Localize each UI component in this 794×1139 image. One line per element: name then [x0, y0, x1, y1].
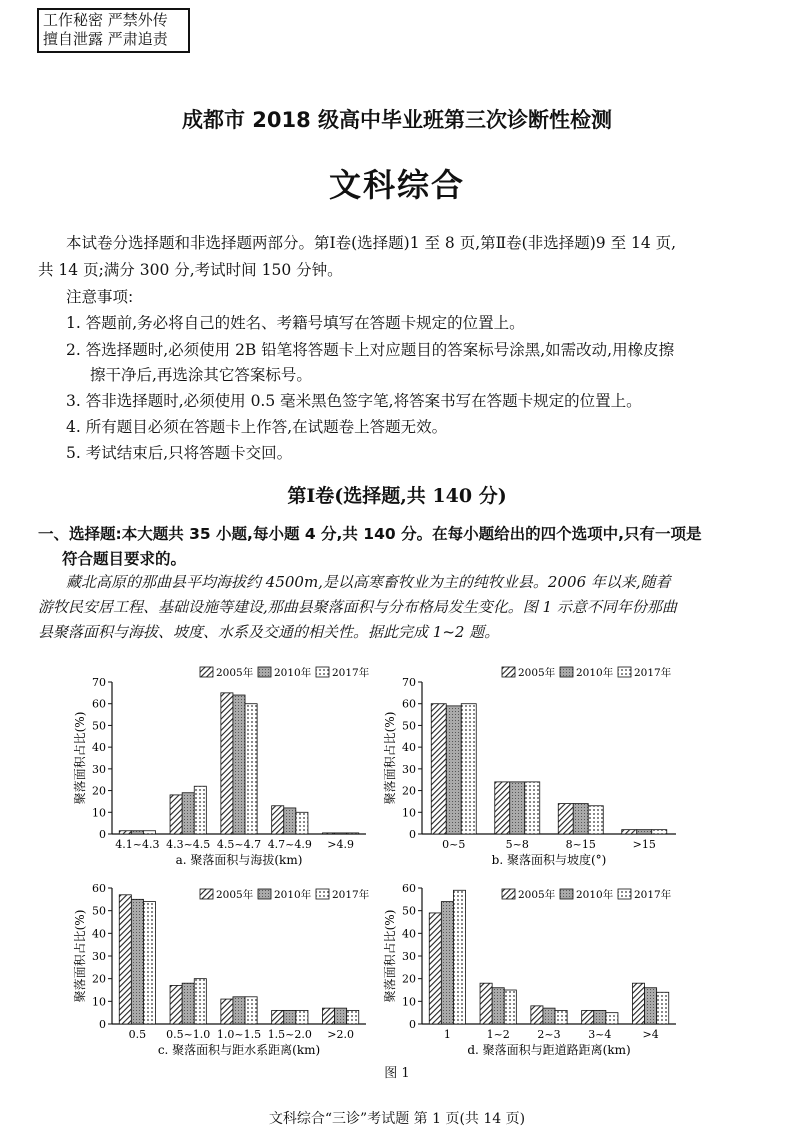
note-item: 2. 答选择题时,必须使用 2B 铅笔将答题卡上对应题目的答案标号涂黑,如需改动,用橡皮擦	[66, 341, 675, 359]
bar	[296, 1010, 308, 1024]
y-tick-label: 20	[402, 972, 416, 986]
y-tick-label: 30	[92, 950, 106, 963]
y-axis-label: 聚落面积占比(%)	[73, 711, 87, 805]
bar	[284, 808, 296, 834]
bar	[492, 988, 504, 1024]
chart-b	[380, 660, 690, 872]
bar	[504, 990, 516, 1024]
bar	[182, 793, 194, 834]
page-footer: 文科综合“三诊”考试题 第 1 页(共 14 页)	[268, 1111, 526, 1127]
bar	[322, 833, 334, 834]
y-tick-label: 30	[92, 762, 106, 776]
intro-line-2: 共 14 页;满分 300 分,考试时间 150 分钟。	[38, 261, 343, 279]
x-tick-label: 0.5	[128, 1028, 147, 1041]
legend-swatch	[316, 889, 329, 899]
y-tick-label: 10	[92, 806, 106, 820]
y-tick-label: 40	[92, 741, 106, 755]
figure-label: 图 1	[384, 1066, 410, 1081]
y-tick-label: 40	[402, 741, 416, 755]
bar	[588, 806, 603, 834]
bar	[143, 831, 155, 834]
x-tick-label: 0.5~1.0	[166, 1028, 211, 1041]
x-tick-label: 1	[443, 1028, 451, 1041]
bar	[284, 1010, 296, 1024]
y-tick-label: 30	[402, 950, 416, 963]
bar	[441, 902, 453, 1024]
question-line-2: 符合题目要求的。	[62, 550, 187, 568]
bar	[632, 983, 644, 1024]
legend-swatch	[258, 667, 271, 677]
bar	[525, 782, 540, 834]
y-tick-label: 60	[402, 697, 416, 711]
y-tick-label: 10	[402, 995, 416, 1009]
y-tick-label: 20	[92, 784, 106, 798]
y-tick-label: 60	[92, 697, 106, 711]
material-line-3: 县聚落面积与海拔、坡度、水系及交通的相关性。据此完成 1~2 题。	[38, 623, 500, 641]
legend-label: 2010年	[576, 667, 614, 679]
chart-c	[70, 866, 380, 1062]
material-line-2: 游牧民安居工程、基础设施等建设,那曲县聚落面积与分布格局发生变化。图 1 示意不同年份那曲	[38, 598, 677, 616]
y-axis-label: 聚落面积占比(%)	[73, 909, 87, 1003]
y-tick-label: 50	[402, 904, 416, 918]
x-tick-label: >15	[632, 838, 656, 851]
y-tick-label: 20	[92, 972, 106, 986]
bar	[652, 830, 667, 834]
bar	[429, 913, 441, 1024]
notes-title: 注意事项:	[66, 288, 134, 306]
bar	[245, 704, 257, 834]
bar	[170, 795, 182, 834]
note-item: 1. 答题前,务必将自己的姓名、考籍号填写在答题卡规定的位置上。	[66, 314, 525, 332]
legend-label: 2017年	[332, 889, 370, 901]
x-tick-label: >4	[642, 1028, 659, 1041]
legend-swatch	[560, 889, 573, 899]
x-tick-label: 4.5~4.7	[216, 838, 262, 851]
bar	[335, 833, 347, 834]
y-tick-label: 0	[99, 828, 106, 841]
bar	[606, 1013, 618, 1024]
bar	[645, 988, 657, 1024]
legend-label: 2010年	[274, 889, 312, 901]
bar	[119, 831, 131, 834]
bar	[131, 831, 143, 834]
bar	[531, 1006, 543, 1024]
x-tick-label: 1.0~1.5	[216, 1028, 262, 1041]
subject-title: 文科综合	[328, 166, 465, 204]
legend-label: 2010年	[576, 889, 614, 901]
chart-a	[70, 660, 380, 872]
bar	[194, 979, 206, 1024]
bar	[194, 786, 206, 834]
legend-label: 2005年	[216, 667, 254, 679]
question-instructions	[38, 522, 701, 572]
bar	[495, 782, 510, 834]
legend-label: 2017年	[332, 667, 370, 679]
y-tick-label: 0	[409, 828, 416, 841]
chart-d	[380, 866, 690, 1062]
bar	[594, 1010, 606, 1024]
y-tick-label: 0	[99, 1018, 106, 1031]
note-item: 4. 所有题目必须在答题卡上作答,在试题卷上答题无效。	[66, 418, 448, 436]
legend-swatch	[200, 889, 213, 899]
bar	[347, 833, 359, 834]
legend-label: 2005年	[216, 889, 254, 901]
bar	[558, 804, 573, 834]
section-title: 第Ⅰ卷(选择题,共 140 分)	[287, 485, 507, 507]
material-line-1: 藏北高原的那曲县平均海拔约 4500m,是以高寒畜牧业为主的纯牧业县。2006 年以来,随着	[66, 573, 671, 591]
legend-swatch	[258, 889, 271, 899]
legend-label: 2005年	[518, 667, 556, 679]
bar	[510, 782, 525, 834]
y-tick-label: 50	[92, 904, 106, 918]
note-item: 3. 答非选择题时,必须使用 0.5 毫米黑色签字笔,将答案书写在答题卡规定的位置上。	[66, 392, 642, 410]
bar	[480, 983, 492, 1024]
bar	[170, 985, 182, 1024]
y-tick-label: 30	[402, 762, 416, 776]
chart-title: a. 聚落面积与海拔(km)	[175, 853, 303, 867]
stamp-line-1: 工作秘密 严禁外传	[43, 11, 168, 29]
x-tick-label: 4.3~4.5	[166, 838, 211, 851]
confidential-stamp	[37, 8, 190, 53]
legend-swatch	[316, 667, 329, 677]
x-tick-label: >2.0	[327, 1028, 354, 1041]
bar	[119, 895, 131, 1024]
x-tick-label: 1~2	[486, 1028, 510, 1041]
bar	[322, 1008, 334, 1024]
bar	[657, 992, 669, 1024]
legend-label: 2017年	[634, 667, 672, 679]
bar	[131, 899, 143, 1024]
bar	[446, 706, 461, 834]
bar	[573, 804, 588, 834]
bar	[637, 830, 652, 834]
y-tick-label: 50	[402, 719, 416, 733]
x-tick-label: 0~5	[442, 838, 466, 851]
legend-swatch	[502, 889, 515, 899]
y-tick-label: 70	[92, 676, 106, 689]
bar	[233, 695, 245, 834]
bar	[233, 997, 245, 1024]
y-tick-label: 40	[402, 927, 416, 941]
question-line-1: 一、选择题:本大题共 35 小题,每小题 4 分,共 140 分。在每小题给出的四个选项中,只有一项是	[38, 525, 702, 543]
y-tick-label: 50	[92, 719, 106, 733]
legend-swatch	[560, 667, 573, 677]
bar	[543, 1008, 555, 1024]
x-tick-label: 2~3	[537, 1028, 561, 1041]
bar	[461, 704, 476, 834]
y-axis-label: 聚落面积占比(%)	[383, 909, 397, 1003]
chart-title: c. 聚落面积与距水系距离(km)	[157, 1043, 321, 1057]
y-tick-label: 60	[92, 882, 106, 895]
bar	[245, 997, 257, 1024]
bar	[555, 1010, 567, 1024]
legend-label: 2005年	[518, 889, 556, 901]
legend-label: 2017年	[634, 889, 672, 901]
bar	[182, 983, 194, 1024]
legend-swatch	[200, 667, 213, 677]
bar	[296, 812, 308, 834]
legend-swatch	[618, 667, 631, 677]
bar	[221, 693, 233, 834]
y-tick-label: 70	[402, 676, 416, 689]
stamp-line-2: 擅自泄露 严肃追责	[43, 30, 168, 48]
legend-label: 2010年	[274, 667, 312, 679]
bar	[272, 1010, 284, 1024]
bar	[431, 704, 446, 834]
bar	[143, 902, 155, 1024]
bar	[453, 890, 465, 1024]
x-tick-label: 5~8	[505, 838, 529, 851]
bar	[272, 806, 284, 834]
y-tick-label: 10	[92, 995, 106, 1009]
x-tick-label: 4.1~4.3	[115, 838, 160, 851]
x-tick-label: 3~4	[588, 1028, 612, 1041]
bar	[221, 999, 233, 1024]
legend-swatch	[618, 889, 631, 899]
exam-title: 成都市 2018 级高中毕业班第三次诊断性检测	[181, 108, 613, 132]
bar	[335, 1008, 347, 1024]
note-item: 擦干净后,再选涂其它答案标号。	[90, 366, 312, 384]
y-tick-label: 60	[402, 882, 416, 895]
chart-title: b. 聚落面积与坡度(°)	[491, 853, 607, 867]
bar	[622, 830, 637, 834]
chart-title: d. 聚落面积与距道路距离(km)	[467, 1043, 631, 1057]
x-tick-label: >4.9	[327, 838, 354, 851]
note-item: 5. 考试结束后,只将答题卡交回。	[66, 444, 293, 462]
bar	[347, 1010, 359, 1024]
y-tick-label: 40	[92, 927, 106, 941]
y-tick-label: 0	[409, 1018, 416, 1031]
x-tick-label: 1.5~2.0	[267, 1028, 312, 1041]
y-tick-label: 10	[402, 806, 416, 820]
bar	[582, 1010, 594, 1024]
x-tick-label: 4.7~4.9	[267, 838, 312, 851]
y-axis-label: 聚落面积占比(%)	[383, 711, 397, 805]
y-tick-label: 20	[402, 784, 416, 798]
intro-line-1: 本试卷分选择题和非选择题两部分。第Ⅰ卷(选择题)1 至 8 页,第Ⅱ卷(非选择题)9 至 14 页,	[66, 234, 677, 252]
legend-swatch	[502, 667, 515, 677]
x-tick-label: 8~15	[565, 838, 596, 851]
